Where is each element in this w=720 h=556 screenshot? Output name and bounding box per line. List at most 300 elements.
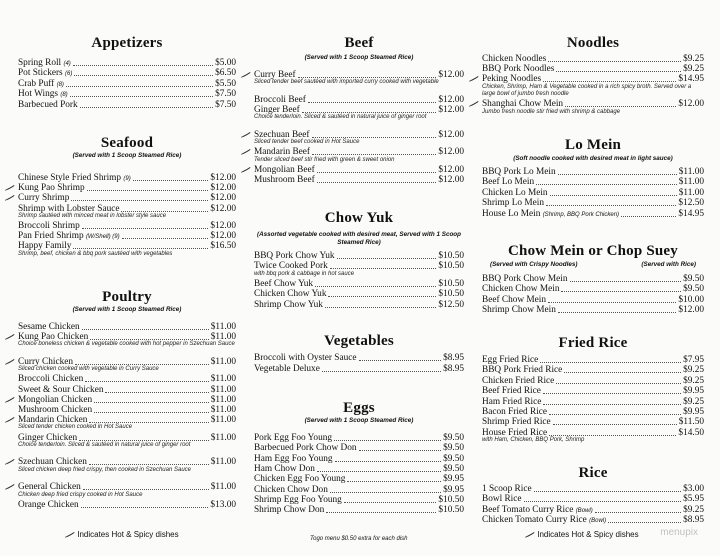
- menu-item-price: $11.00: [678, 187, 704, 198]
- menu-item-label: Pan Fried Shrimp: [18, 231, 84, 242]
- leader-dots: [570, 281, 681, 282]
- menu-item-name: [18, 221, 80, 231]
- menu-item-price: $11.00: [210, 415, 236, 426]
- menu-item-price: $12.00: [438, 70, 464, 80]
- menu-item: [482, 494, 704, 504]
- chili-pepper-icon: [4, 184, 15, 191]
- menu-item-label: BBQ Pork Chow Mein: [482, 274, 568, 284]
- menu-item-price: $10.00: [678, 294, 704, 305]
- section-title-appetizers: Appetizers: [91, 35, 163, 51]
- menu-item-name: [482, 407, 547, 417]
- menu-item-name: [482, 305, 556, 315]
- menu-item-label: Chicken Lo Mein: [482, 187, 548, 198]
- chili-pepper-icon: [524, 531, 535, 538]
- section-title-vegetables: Vegetables: [324, 333, 394, 349]
- menu-item-name: [482, 167, 556, 177]
- section-subtitle-poultry: (Served with 1 Scoop Steamed Rice): [72, 306, 182, 313]
- leader-dots: [317, 182, 436, 183]
- leader-dots: [70, 96, 213, 97]
- watermark: menupix: [660, 527, 698, 538]
- menu-item-price: $11.00: [210, 322, 236, 332]
- menu-item-name: [482, 515, 606, 526]
- menu-item-label: Shrimp with Lobster Sauce: [18, 203, 120, 214]
- menu-item-label: Broccoli with Oyster Sauce: [254, 353, 357, 363]
- leader-dots: [546, 205, 676, 206]
- menu-item-price: $12.50: [678, 198, 704, 209]
- menu-item-label: Curry Shrimp: [18, 193, 70, 204]
- menu-item-price: $10.50: [438, 289, 464, 300]
- menu-item-label: Chicken Chow Don: [254, 484, 328, 495]
- menu-item: [254, 474, 464, 484]
- menu-item-name: [254, 443, 357, 453]
- menu-item-label: Szechuan Beef: [254, 130, 310, 140]
- menu-item-description: Jumbo fresh noodle stir fried with shrimp & cabbage: [482, 108, 621, 115]
- menu-item-description: Chicken deep fried crispy cooked in Hot Sauce: [18, 491, 143, 498]
- menu-item-label: House Lo Mein: [482, 208, 541, 219]
- menu-item-label: Barbecued Pork: [18, 99, 78, 110]
- menu-item: [18, 231, 236, 241]
- menu-item-name: [482, 64, 554, 74]
- leader-dots: [317, 172, 436, 173]
- menu-item-label: Ginger Beef: [254, 105, 300, 116]
- menu-item-label: Shrimp Chow Yuk: [254, 299, 323, 310]
- menu-item-name: [482, 417, 551, 427]
- hot-legend-right: Indicates Hot & Spicy dishes: [524, 530, 639, 539]
- menu-item-price: $9.95: [683, 386, 704, 397]
- menu-item-label: Peking Noodles: [482, 74, 542, 85]
- menu-item-label: Beef Lo Mein: [482, 177, 535, 188]
- leader-dots: [543, 404, 681, 405]
- leader-dots: [66, 86, 213, 87]
- section-subtitle-chowmein: (Served with Crispy Noodles): [490, 261, 578, 268]
- leader-dots: [543, 393, 681, 394]
- menu-item-name: [18, 89, 68, 100]
- menu-item-label: Curry Beef: [254, 70, 296, 80]
- menu-item: [482, 284, 704, 294]
- menu-item-name: [254, 95, 306, 105]
- chili-pepper-icon: [240, 131, 251, 138]
- menu-item-name: [482, 397, 541, 407]
- menu-item: [254, 175, 464, 185]
- leader-dots: [133, 180, 208, 181]
- leader-dots: [90, 339, 209, 340]
- menu-item-price: $7.95: [683, 355, 704, 365]
- leader-dots: [548, 61, 681, 62]
- leader-dots: [326, 512, 436, 513]
- menu-item-price: $12.00: [210, 183, 236, 194]
- menu-item-price: $9.50: [683, 284, 704, 295]
- menu-item-name: [254, 353, 357, 363]
- menu-item-price: $13.00: [210, 499, 236, 510]
- menu-item: [18, 395, 236, 405]
- menu-item-description: Sliced tender chicken cooked in Hot Sauce: [18, 424, 133, 431]
- menu-item-label: Mushroom Chicken: [18, 405, 93, 415]
- leader-dots: [549, 414, 681, 415]
- menu-item-qty: (6): [65, 71, 73, 78]
- menu-item: [482, 484, 704, 494]
- menu-item-price: $9.50: [443, 443, 464, 454]
- menu-item-name: [482, 355, 538, 365]
- menu-item-name: [18, 500, 79, 510]
- menu-item-name: [482, 494, 522, 504]
- menu-item-name: [482, 209, 619, 220]
- leader-dots: [79, 440, 209, 441]
- menu-item: [254, 485, 464, 495]
- menu-item-label: Crab Puff: [18, 78, 55, 89]
- leader-dots: [325, 307, 436, 308]
- menu-item: [18, 385, 236, 395]
- menu-item-price: $12.00: [210, 220, 236, 231]
- menu-item-name: [254, 454, 333, 464]
- menu-item-label: Happy Family: [18, 241, 72, 252]
- menu-item: [254, 505, 464, 515]
- togo-note: Togo menu $0.50 extra for each dish: [310, 536, 408, 542]
- menu-item: [254, 95, 464, 105]
- menu-item-name: [482, 284, 559, 294]
- menu-item: [18, 322, 236, 332]
- menu-item-description: Sliced tender beef sautéed with imported curry cooked with vegetable: [254, 79, 439, 86]
- menu-item-price: $12.00: [438, 147, 464, 158]
- leader-dots: [71, 200, 208, 201]
- menu-item-name: [18, 79, 64, 90]
- section-title-chowmein: Chow Mein or Chop Suey: [508, 243, 678, 259]
- section-title-friedrice: Fried Rice: [558, 335, 628, 351]
- section-title-eggs: Eggs: [343, 400, 375, 416]
- leader-dots: [556, 71, 681, 72]
- leader-dots: [558, 312, 676, 313]
- menu-item: [482, 64, 704, 74]
- menu-item-price: $7.50: [215, 99, 236, 110]
- menu-item-label: BBQ Pork Chow Yuk: [254, 251, 335, 261]
- menu-item-name: [482, 484, 532, 494]
- menu-item-price: $12.00: [678, 305, 704, 316]
- section-title-beef: Beef: [344, 35, 374, 51]
- menu-item-name: [254, 165, 315, 175]
- menu-item-label: Ham Egg Foo Young: [254, 453, 333, 464]
- menu-item-name: [18, 58, 71, 69]
- menu-item-description: with Ham, Chicken, BBQ Pork, Shrimp: [482, 437, 585, 444]
- leader-dots: [330, 492, 441, 493]
- menu-item: [482, 167, 704, 177]
- leader-dots: [524, 501, 681, 502]
- menu-item-price: $9.25: [683, 365, 704, 376]
- menu-item-description: Choice tenderloin. Sliced & sautéed in natural juice of ginger root: [254, 114, 427, 121]
- menu-item-label: Pork Egg Foo Young: [254, 433, 333, 443]
- menu-item: [482, 355, 704, 365]
- menu-item-price: $11.00: [210, 374, 236, 385]
- leader-dots: [298, 77, 436, 78]
- menu-item-label: Mongolian Chicken: [18, 394, 93, 405]
- leader-dots: [548, 302, 676, 303]
- menu-item: [18, 89, 236, 99]
- menu-item-label: Mongolian Beef: [254, 164, 315, 175]
- leader-dots: [105, 392, 209, 393]
- leader-dots: [553, 424, 677, 425]
- menu-item-price: $11.00: [210, 357, 236, 368]
- menu-item-price: $8.95: [443, 363, 464, 374]
- leader-dots: [556, 383, 681, 384]
- leader-dots: [73, 65, 213, 66]
- menu-item-name: [18, 100, 78, 110]
- menu-item-label: Chicken Chow Mein: [482, 284, 560, 295]
- menu-item-label: General Chicken: [18, 482, 81, 493]
- leader-dots: [74, 75, 213, 76]
- chili-pepper-icon: [64, 531, 75, 538]
- menu-item: [18, 79, 236, 89]
- leader-dots: [322, 371, 441, 372]
- leader-dots: [94, 402, 209, 403]
- section-subtitle-seafood: (Served with 1 Scoop Steamed Rice): [72, 152, 182, 159]
- section-title-poultry: Poultry: [102, 289, 152, 305]
- section-subtitle2-chowmein: (Served with Rice): [641, 261, 696, 268]
- menu-item-label: Shrimp Chow Mein: [482, 305, 556, 316]
- menu-item-label: Sweet & Sour Chicken: [18, 384, 104, 395]
- menu-item-price: $9.95: [443, 484, 464, 495]
- menu-item: [254, 300, 464, 310]
- leader-dots: [80, 107, 213, 108]
- menu-item-price: $14.95: [678, 74, 704, 85]
- menu-item-name: [254, 175, 315, 185]
- section-title-chowyuk: Chow Yuk: [324, 210, 394, 226]
- menu-item-label: Chicken Egg Foo Young: [254, 474, 346, 485]
- section-title-rice: Rice: [578, 465, 608, 481]
- menu-item-name: [254, 289, 326, 299]
- menu-item-price: $12.00: [438, 164, 464, 175]
- menu-item-price: $12.00: [210, 203, 236, 214]
- menu-item-label: Beef Chow Yuk: [254, 278, 314, 289]
- menu-item-name: [18, 193, 69, 203]
- menu-item-price: $12.50: [438, 299, 464, 310]
- leader-dots: [549, 435, 676, 436]
- leader-dots: [335, 461, 441, 462]
- leader-dots: [534, 491, 681, 492]
- menu-item-description: Tender sliced beef stir fried with green & sweet onion: [254, 156, 395, 163]
- leader-dots: [315, 286, 436, 287]
- leader-dots: [564, 372, 681, 373]
- menu-item: [482, 54, 704, 64]
- section-title-seafood: Seafood: [100, 135, 154, 151]
- menu-item-price: $11.00: [678, 177, 704, 188]
- chili-pepper-icon: [4, 396, 15, 403]
- menu-item-price: $9.95: [443, 474, 464, 485]
- leader-dots: [328, 296, 436, 297]
- menu-item-qty: (4): [63, 61, 71, 67]
- menu-item-price: $14.50: [678, 427, 704, 438]
- menu-item-name: [18, 395, 92, 405]
- menu-item: [18, 183, 236, 193]
- menu-item-qty: (8): [60, 92, 68, 99]
- menu-item-label: Bacon Fried Rice: [482, 407, 548, 417]
- menu-item-price: $10.50: [438, 261, 464, 272]
- leader-dots: [595, 512, 681, 513]
- menu-item-price: $12.00: [438, 94, 464, 105]
- leader-dots: [334, 440, 441, 441]
- menu-item-label: Mushroom Beef: [254, 174, 315, 185]
- menu-item-price: $12.00: [210, 173, 236, 183]
- section-subtitle-beef: (Served with 1 Scoop Steamed Rice): [304, 54, 414, 61]
- menu-item-price: $11.00: [210, 384, 236, 395]
- menu-item-price: $11.00: [210, 432, 236, 443]
- menu-item: [482, 515, 704, 525]
- menu-item-label: Shrimp Chow Don: [254, 505, 325, 516]
- leader-dots: [87, 190, 208, 191]
- leader-dots: [344, 502, 436, 503]
- menu-item-label: Egg Fried Rice: [482, 355, 539, 365]
- leader-dots: [308, 102, 436, 103]
- menu-item-price: $11.00: [210, 405, 236, 415]
- chili-pepper-icon: [4, 416, 15, 423]
- menu-item-label: BBQ Pork Fried Rice: [482, 365, 563, 376]
- leader-dots: [89, 464, 209, 465]
- menu-item-description: Choice tenderloin. Sliced & sautéed in natural juice of ginger root: [18, 441, 191, 448]
- menu-item-description: Shrimp, beef, chicken & bbq pork sautéed with vegetables: [18, 250, 173, 257]
- menu-item-price: $9.50: [443, 453, 464, 464]
- menu-item: [254, 433, 464, 443]
- menu-item: [254, 495, 464, 505]
- menu-item-name: [254, 495, 342, 505]
- menu-item-label: Orange Chicken: [18, 499, 79, 510]
- section-title-noodles: Noodles: [566, 35, 620, 51]
- menu-item-price: $12.00: [678, 99, 704, 110]
- chili-pepper-icon: [240, 71, 251, 78]
- menu-item-description: Chicken, Shrimp, Ham & Vegetable cooked in a rich spicy broth. Served over a large bowl of jumbo fresh noodle: [482, 83, 692, 98]
- menu-item-price: $9.25: [683, 54, 704, 64]
- menu-item-label: Chicken Tomato Curry Rice: [482, 515, 587, 526]
- menu-item-label: Szechuan Chicken: [18, 457, 87, 468]
- menu-item-name: [482, 198, 544, 208]
- menu-item-label: Pot Stickers: [18, 68, 63, 79]
- menu-item-label: Broccoli Beef: [254, 94, 306, 105]
- menu-item-label: Beef Fried Rice: [482, 386, 541, 397]
- menu-item-label: Chinese Style Fried Shrimp: [18, 173, 122, 183]
- section-subtitle-chowyuk: (Assorted vegetable cooked with desired meat, Served with 1 Scoop Steamed Rice): [256, 231, 461, 246]
- chili-pepper-icon: [468, 75, 479, 82]
- menu-item: [18, 374, 236, 384]
- menu-item: [18, 193, 236, 203]
- menu-item-label: Shanghai Chow Mein: [482, 99, 564, 110]
- menu-item-name: [18, 68, 72, 79]
- menu-item-qty: (Bowl): [589, 518, 607, 525]
- menu-item-label: Ginger Chicken: [18, 432, 78, 443]
- chili-pepper-icon: [240, 148, 251, 155]
- menu-item-name: [18, 322, 80, 332]
- menu-item-price: $12.00: [438, 105, 464, 116]
- menu-item-name: [254, 433, 332, 443]
- menu-item-price: $11.00: [210, 457, 236, 468]
- leader-dots: [121, 211, 208, 212]
- leader-dots: [89, 422, 209, 423]
- leader-dots: [540, 362, 681, 363]
- menu-item: [482, 417, 704, 427]
- menu-item-label: Chicken Fried Rice: [482, 375, 555, 386]
- menu-item: [482, 305, 704, 315]
- menu-item-name: [254, 300, 323, 310]
- menu-item: [18, 100, 236, 110]
- menu-item: [482, 274, 704, 284]
- menu-item-price: $10.50: [438, 494, 464, 505]
- menu-item-name: [482, 386, 541, 396]
- menu-item-label: Curry Chicken: [18, 357, 73, 368]
- menu-item-name: [18, 374, 83, 384]
- menu-item-qty: (8): [56, 81, 64, 88]
- menu-item-price: $9.50: [683, 274, 704, 284]
- menu-item-label: BBQ Pork Noodles: [482, 64, 555, 75]
- leader-dots: [302, 112, 436, 113]
- menu-item-price: $9.25: [683, 504, 704, 515]
- leader-dots: [85, 381, 209, 382]
- leader-dots: [75, 364, 209, 365]
- menu-item-label: Twice Cooked Pork: [254, 261, 328, 272]
- menu-item: [18, 68, 236, 78]
- menu-item-label: Broccoli Shrimp: [18, 220, 80, 231]
- menu-item: [482, 365, 704, 375]
- leader-dots: [83, 489, 209, 490]
- leader-dots: [82, 329, 209, 330]
- menu-item-price: $5.50: [215, 78, 236, 89]
- menu-item-label: Kung Pao Chicken: [18, 332, 89, 343]
- menu-item-price: $9.25: [683, 396, 704, 407]
- leader-dots: [536, 184, 677, 185]
- leader-dots: [330, 268, 436, 269]
- leader-dots: [317, 471, 441, 472]
- menu-item-price: $8.95: [683, 515, 704, 526]
- menu-item-label: Hot Wings: [18, 89, 59, 100]
- menu-item-qty: (Bowl): [575, 507, 593, 514]
- menu-item-name: [254, 464, 315, 474]
- menu-item: [254, 454, 464, 464]
- leader-dots: [312, 137, 436, 138]
- menu-item-price: $7.50: [215, 89, 236, 100]
- menu-item-label: Mandarin Beef: [254, 147, 311, 158]
- menu-item: [482, 386, 704, 396]
- menu-item-qty: (9): [123, 176, 131, 182]
- menu-item-price: $11.00: [678, 167, 704, 177]
- leader-dots: [82, 228, 208, 229]
- menu-item: [482, 198, 704, 208]
- menu-item-price: $16.50: [210, 241, 236, 252]
- menu-item-label: Chicken Noodles: [482, 54, 547, 64]
- menu-item-price: $11.00: [210, 482, 236, 493]
- menu-item-label: Ham Fried Rice: [482, 396, 542, 407]
- menu-item-name: [18, 385, 103, 395]
- chili-pepper-icon: [240, 166, 251, 173]
- menu-item-name: [482, 505, 593, 516]
- menu-item-price: $10.50: [438, 278, 464, 289]
- chili-pepper-icon: [4, 194, 15, 201]
- menu-item-name: [254, 279, 313, 289]
- menu-item-price: $11.50: [678, 417, 704, 428]
- menu-item: [254, 251, 464, 261]
- menu-item-label: Beef Tomato Curry Rice: [482, 504, 574, 515]
- menu-item-label: Broccoli Chicken: [18, 374, 84, 385]
- menu-item-label: Shrimp Fried Rice: [482, 417, 551, 428]
- chili-pepper-icon: [4, 483, 15, 490]
- menu-item-name: [482, 274, 568, 284]
- menu-item-label: 1 Scoop Rice: [482, 484, 532, 494]
- menu-item: [482, 376, 704, 386]
- leader-dots: [312, 154, 436, 155]
- menu-item-description: Sliced chicken cooked with vegetable in Curry Sauce: [18, 366, 159, 373]
- menu-item-price: $12.00: [438, 174, 464, 185]
- leader-dots: [359, 360, 441, 361]
- menu-item-qty: (Shrimp, BBQ Pork Chicken): [542, 211, 620, 218]
- menu-item-name: [254, 251, 335, 261]
- menu-item-label: Bowl Rice: [482, 494, 522, 505]
- menu-item-name: [254, 505, 324, 515]
- menu-item-label: Vegetable Deluxe: [254, 363, 320, 374]
- menu-item-label: BBQ Pork Lo Mein: [482, 167, 556, 177]
- menu-item: [254, 289, 464, 299]
